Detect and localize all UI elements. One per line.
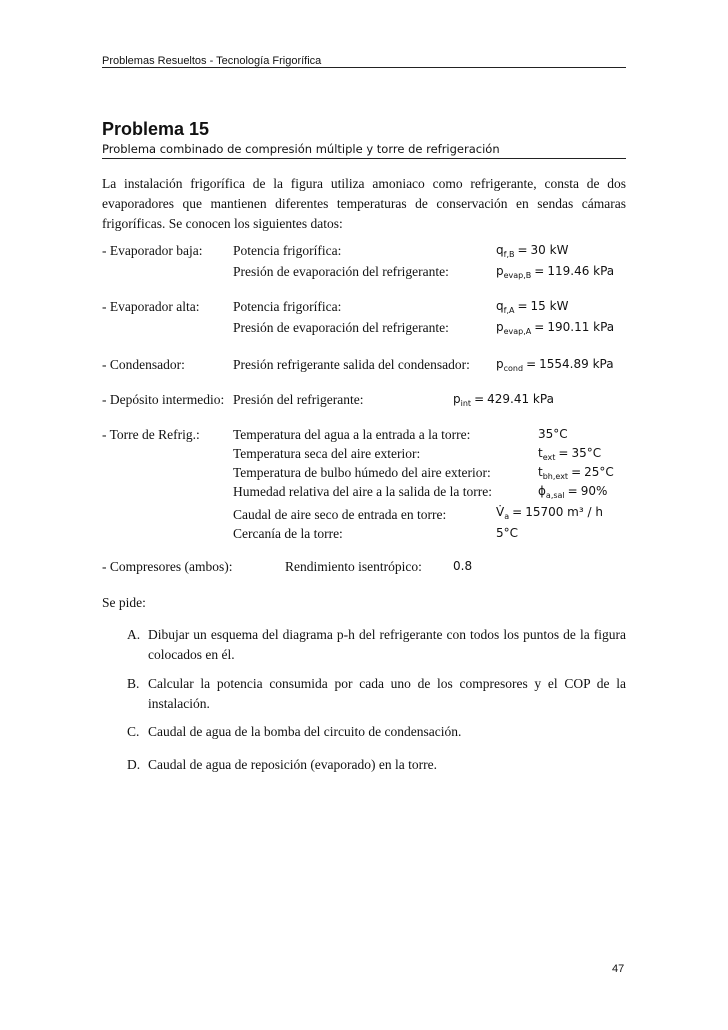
evap-baja-value-1: $q_{f,B} = 30$ kW [496,243,569,259]
question-c-letter: C. [127,724,140,739]
torre-value-2: $t_{ext} = 35^\circ C$ [538,446,602,462]
evap-alta-desc-2: Presión de evaporación del refrigerante: [233,320,449,335]
deposito-value: $p_{int} = 429.41$ kPa [453,392,554,408]
question-d-text: Caudal de agua de reposición (evaporado) en la torre. [148,757,437,772]
condensador-desc: Presión refrigerante salida del condensador: [233,357,470,372]
evap-baja-value-2: $p_{evap,B} = 119.46$ kPa [496,264,615,280]
questions-intro: Se pide: [102,595,146,610]
evap-alta-desc-1: Potencia frigorífica: [233,299,342,314]
evap-alta-value-2: $p_{evap,A} = 190.11$ kPa [496,320,615,336]
question-a-text: Dibujar un esquema del diagrama p-h del refrigerante con todos los puntos de la figura colocados en él. [148,627,626,662]
question-a-letter: A. [127,627,141,642]
running-header: Problemas Resueltos - Tecnología Frigorífica [102,55,322,67]
torre-desc-2: Temperatura seca del aire exterior: [233,446,421,461]
condensador-value: $p_{cond} = 1554.89$ kPa [496,357,614,373]
question-a [127,625,627,665]
compresores-label: - Compresores (ambos): [102,559,233,574]
problem-subtitle: Problema combinado de compresión múltiple y torre de refrigeración [102,142,500,156]
torre-desc-4: Humedad relativa del aire a la salida de la torre: [233,484,492,499]
torre-value-3: $t_{bh,ext} = 25^\circ C$ [538,465,614,481]
evap-baja-label: - Evaporador baja: [102,243,203,258]
torre-value-4: $\phi_{a,sal} = 90\%$ [538,484,608,500]
problem-title: Problema 15 [102,119,210,139]
page-number: 47 [612,963,625,975]
question-b-letter: B. [127,676,140,691]
evap-baja-desc-2: Presión de evaporación del refrigerante: [233,264,449,279]
question-d [127,755,627,775]
torre-value-1: 35°C [538,427,568,441]
torre-label: - Torre de Refrig.: [102,427,200,442]
subtitle-rule [102,158,626,159]
question-c [127,722,627,742]
torre-value-5: $V̇_a = 15700$ m³ / h [496,505,603,521]
compresores-value: 0.8 [453,559,473,573]
torre-desc-6: Cercanía de la torre: [233,526,343,541]
question-b-text: Calcular la potencia consumida por cada uno de los compresores y el COP de la instalación. [148,676,626,711]
evap-baja-desc-1: Potencia frigorífica: [233,243,342,258]
deposito-desc: Presión del refrigerante: [233,392,364,407]
torre-desc-3: Temperatura de bulbo húmedo del aire exterior: [233,465,491,480]
intro-paragraph: La instalación frigorífica de la figura utiliza amoniaco como refrigerante, consta de dos evaporadores que mantienen diferentes temperaturas de conservación en sendas cámaras frigoríficas. Se conocen los siguientes datos: [102,176,626,231]
question-b [127,674,627,714]
torre-desc-1: Temperatura del agua a la entrada a la torre: [233,427,471,442]
torre-value-6: 5°C [496,526,519,540]
compresores-desc: Rendimiento isentrópico: [285,559,422,574]
evap-alta-label: - Evaporador alta: [102,299,200,314]
question-d-letter: D. [127,757,141,772]
question-c-text: Caudal de agua de la bomba del circuito de condensación. [148,724,462,739]
evap-alta-value-1: $q_{f,A} = 15$ kW [496,299,569,315]
deposito-label: - Depósito intermedio: [102,392,225,407]
condensador-label: - Condensador: [102,357,185,372]
header-rule [102,67,626,68]
torre-desc-5: Caudal de aire seco de entrada en torre: [233,507,447,522]
